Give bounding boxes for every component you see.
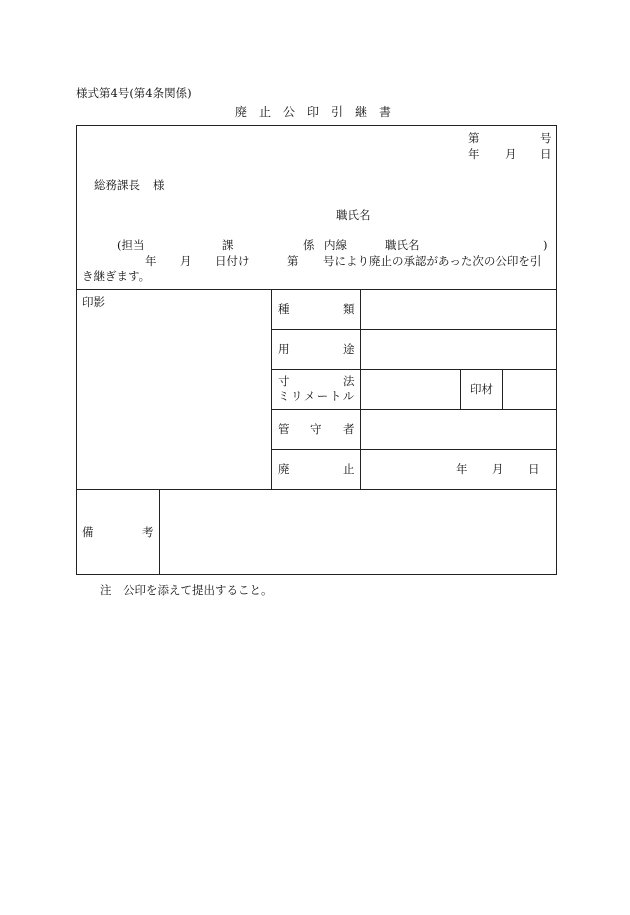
field-sunpo-a: 寸: [278, 374, 290, 388]
date-nen: 年: [468, 147, 480, 161]
tanto-ka: 課: [222, 238, 234, 252]
tanto-kakari: 係: [303, 238, 315, 252]
tanto-close: ): [543, 238, 548, 252]
form-number: 様式第4号(第4条関係): [76, 86, 192, 100]
date-hi: 日: [540, 147, 552, 161]
field-sunpo-b: 法: [343, 374, 355, 388]
field-haishi-a: 廃: [278, 462, 290, 476]
addressee-role: 総務課長: [94, 178, 140, 192]
statement-rest: 号により廃止の承認があった次の公印を引: [323, 254, 542, 268]
biko-a: 備: [82, 525, 94, 539]
document-title: 廃 止 公 印 引 継 書: [235, 105, 392, 119]
statement-tsuki: 月: [180, 254, 192, 268]
field-sunpo-unit: ミリメートル: [278, 389, 356, 403]
sender-label: 職氏名: [336, 208, 371, 222]
field-haishi-hi: 日: [528, 462, 540, 476]
statement-nen: 年: [145, 254, 157, 268]
biko-b: 考: [142, 525, 154, 539]
field-shurui-b: 類: [343, 302, 355, 316]
doc-number-dai: 第: [468, 131, 480, 145]
footnote: 注 公印を添えて提出すること。: [100, 583, 273, 597]
field-yoto-a: 用: [278, 342, 290, 356]
field-inzai: 印材: [470, 382, 493, 396]
field-haishi-nen: 年: [456, 462, 468, 476]
field-haishi-b: 止: [343, 462, 355, 476]
addressee-honorific: 様: [153, 178, 165, 192]
statement-hi: 日付け: [215, 254, 250, 268]
tanto-naisen: 内線: [324, 238, 347, 252]
field-kanshusha-b: 守: [310, 422, 322, 436]
doc-number-gou: 号: [540, 131, 552, 145]
tanto-shokushimei: 職氏名: [385, 238, 420, 252]
field-yoto-b: 途: [343, 342, 355, 356]
inei-label: 印影: [82, 295, 105, 309]
field-shurui-a: 種: [278, 302, 290, 316]
statement-line2: き継ぎます。: [82, 269, 151, 283]
field-kanshusha-a: 管: [278, 422, 290, 436]
field-haishi-tsuki: 月: [492, 462, 504, 476]
date-tsuki: 月: [505, 147, 517, 161]
statement-dai: 第: [287, 254, 299, 268]
field-kanshusha-c: 者: [343, 422, 355, 436]
tanto-open: (担当: [117, 238, 145, 252]
